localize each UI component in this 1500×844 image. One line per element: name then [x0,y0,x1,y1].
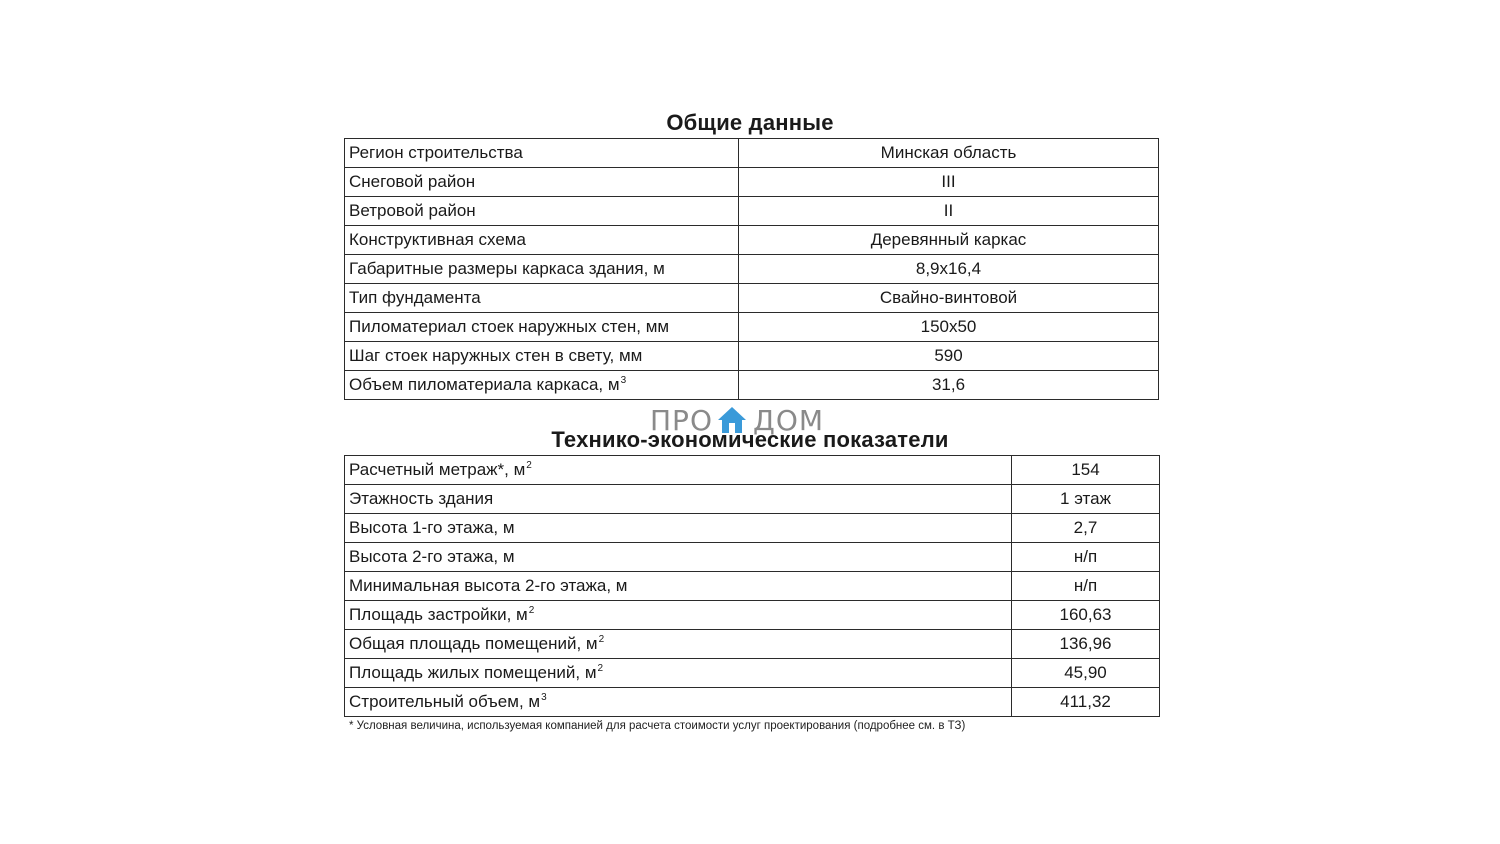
row-label-text: Общая площадь помещений, м [349,634,598,653]
row-label [345,255,739,284]
row-label [345,543,1012,572]
table-row [345,456,1160,485]
technical-indicators-title: Технико-экономические показатели [551,427,949,452]
row-label-text: Площадь застройки, м [349,605,528,624]
row-value: 8,9х16,4 [739,255,1159,284]
row-label [345,139,739,168]
row-label [345,197,739,226]
table-row [345,168,1159,197]
row-value: II [739,197,1159,226]
table-row [345,601,1160,630]
row-label-text: Снеговой район [349,172,476,191]
row-label-text: Объем пиломатериала каркаса, м [349,375,620,394]
row-value: н/п [1012,543,1160,572]
row-value: Деревянный каркас [739,226,1159,255]
technical-indicators-table [344,455,1160,717]
row-label [345,342,739,371]
row-value: Минская область [739,139,1159,168]
row-label [345,313,739,342]
table-row [345,139,1159,168]
row-label [345,284,739,313]
row-label-text: Высота 2-го этажа, м [349,547,515,566]
table-row [345,342,1159,371]
unit-exponent: 3 [620,375,627,386]
table-row [345,630,1160,659]
row-value: 150х50 [739,313,1159,342]
table-row [345,255,1159,284]
unit-exponent: 2 [528,605,535,616]
row-value: III [739,168,1159,197]
row-label [345,371,739,400]
footnote: * Условная величина, используемая компанией для расчета стоимости услуг проектирования (подробнее см. в ТЗ) [349,720,966,732]
row-label-text: Пиломатериал стоек наружных стен, мм [349,317,670,336]
table-row [345,572,1160,601]
row-label [345,688,1012,717]
row-value: Свайно-винтовой [739,284,1159,313]
row-value: н/п [1012,572,1160,601]
table-row [345,371,1159,400]
unit-exponent: 2 [597,663,604,674]
unit-exponent: 3 [541,692,547,703]
row-label-text: Минимальная высота 2-го этажа, м [349,576,628,595]
table-row [345,688,1160,717]
general-data-table [344,138,1159,400]
row-value: 45,90 [1012,659,1160,688]
row-label [345,514,1012,543]
table-row [345,485,1160,514]
row-label [345,226,739,255]
table-row [345,659,1160,688]
row-value: 590 [739,342,1159,371]
table-row [345,284,1159,313]
row-value: 2,7 [1012,514,1160,543]
row-label-text: Строительный объем, м [349,692,541,711]
unit-exponent: 2 [598,634,605,645]
row-label [345,485,1012,514]
general-data-title: Общие данные [666,110,834,135]
row-label [345,601,1012,630]
row-label-text: Расчетный метраж*, м [349,460,526,479]
row-label-text: Тип фундамента [349,288,481,307]
row-label-text: Габаритные размеры каркаса здания, м [349,259,665,278]
table-row [345,313,1159,342]
table-row [345,514,1160,543]
row-label [345,572,1012,601]
row-value: 136,96 [1012,630,1160,659]
row-label [345,168,739,197]
unit-exponent: 2 [526,460,532,471]
row-label-text: Конструктивная схема [349,230,526,249]
logo-text-right: ДОМ [752,403,825,437]
table-row [345,197,1159,226]
row-label-text: Высота 1-го этажа, м [349,518,515,537]
row-value: 160,63 [1012,601,1160,630]
row-value: 411,32 [1012,688,1160,717]
row-label-text: Шаг стоек наружных стен в свету, мм [349,346,643,365]
row-label-text: Этажность здания [349,489,494,508]
row-label-text: Регион строительства [349,143,523,162]
row-label-text: Площадь жилых помещений, м [349,663,597,682]
row-label [345,630,1012,659]
row-value: 154 [1012,456,1160,485]
row-label-text: Ветровой район [349,201,476,220]
row-label [345,659,1012,688]
row-value: 31,6 [739,371,1159,400]
logo-text-left: ПРО [650,403,713,437]
table-row [345,226,1159,255]
row-value: 1 этаж [1012,485,1160,514]
row-label [345,456,1012,485]
table-row [345,543,1160,572]
